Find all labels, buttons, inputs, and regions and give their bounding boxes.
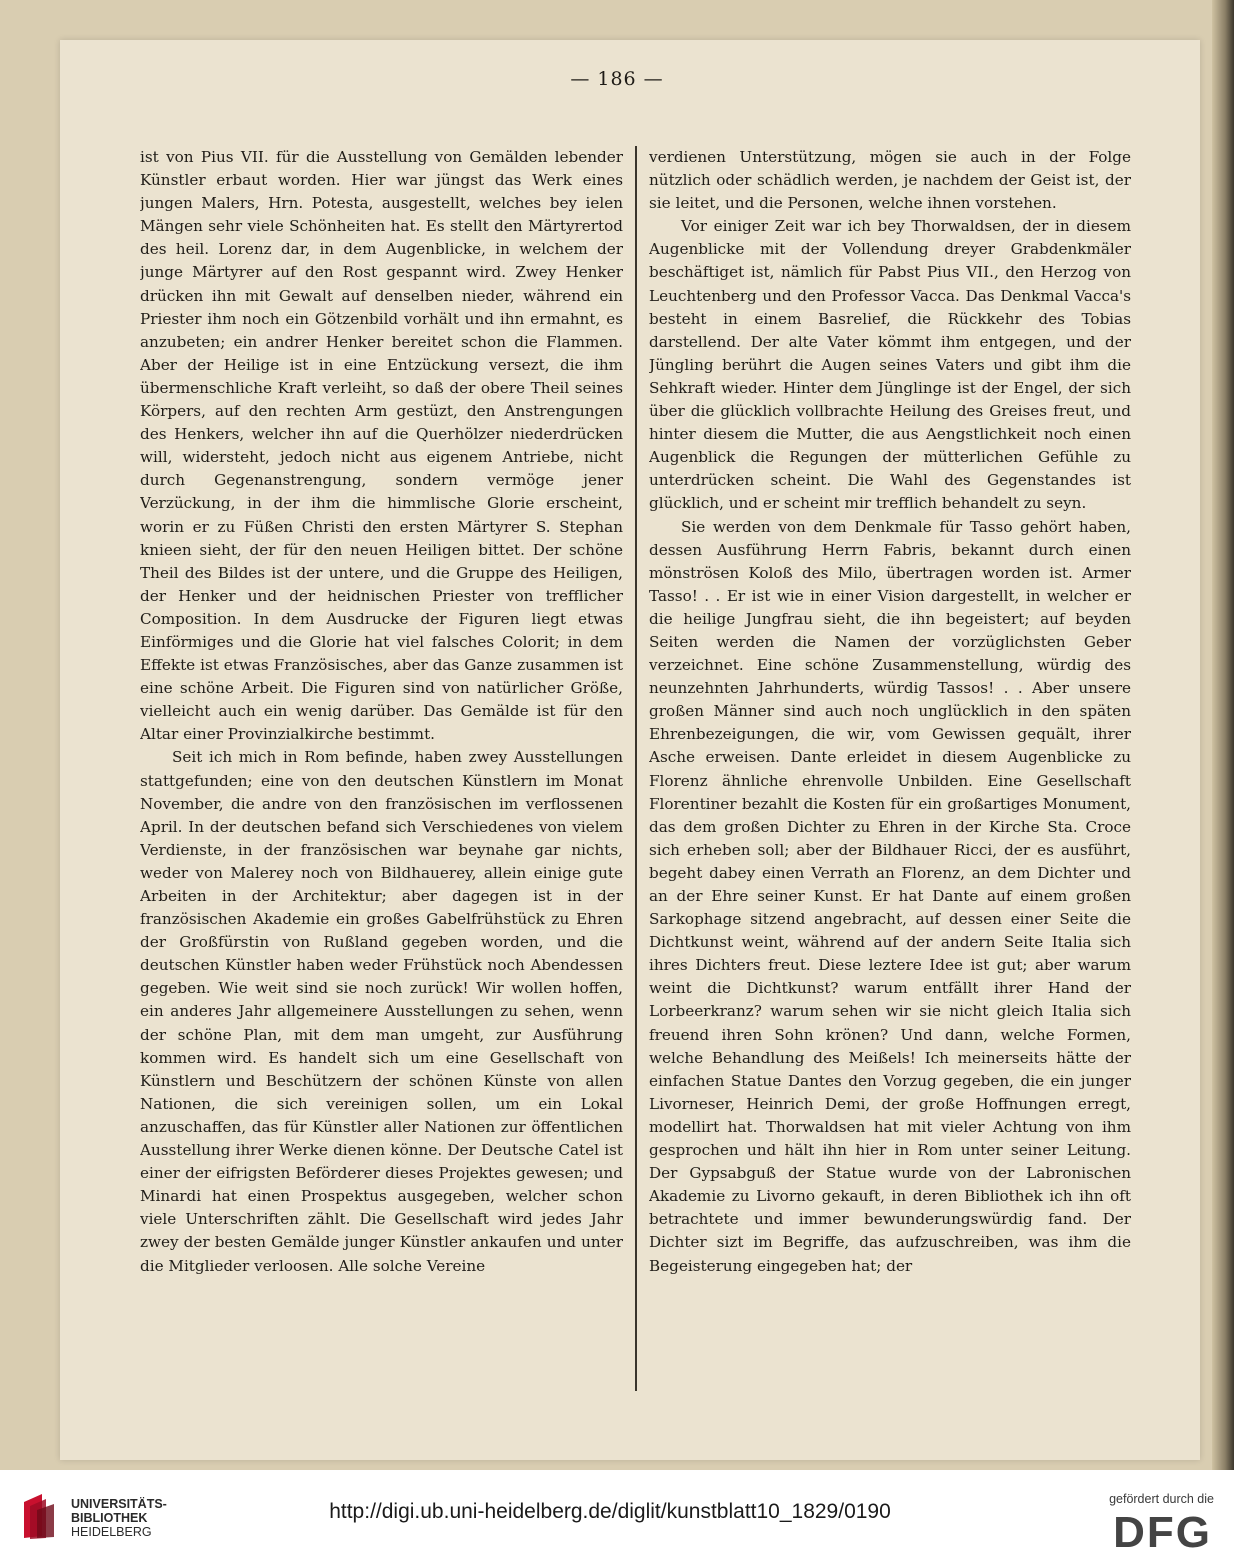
page-number: — 186 — (570, 68, 664, 90)
university-library-logo-icon (20, 1492, 64, 1540)
footer-bar (0, 1470, 1234, 1567)
column-divider (635, 146, 637, 1391)
institution-line-3: HEIDELBERG (71, 1525, 152, 1539)
left-text-column (140, 146, 623, 1396)
right-column-paragraph: Vor einiger Zeit war ich bey Thorwaldsen, der in diesem Augenblicke mit der Vollendung dreyer Grabdenkmäler beschäftiget ist, nämlich für Pabst Pius VII., den Herzog von Leuchtenberg und den Professor Vacca. Das Denkmal Vacca's besteht in einem Basrelief, die Rückkehr des Tobias darstellend. Der alte Vater kömmt ihm entgegen, und der Jüngling berührt die Augen seines Vaters und gibt ihm die Sehkraft wieder. Hinter dem Jünglinge ist der Engel, der sich über die glücklich vollbrachte Heilung des Greises freut, und hinter diesem die Mutter, die aus Aengstlichkeit noch einen Augenblick die Regungen der mütterlichen Gefühle zu unterdrücken scheint. Die Wahl des Gegenstandes ist glücklich, und er scheint mir trefflich behandelt zu seyn. (649, 217, 1131, 513)
right-column-paragraph: verdienen Unterstützung, mögen sie auch in der Folge nützlich oder schädlich werden, je nachdem der Geist ist, der sie leitet, und die Personen, welche ihnen vorstehen. (649, 148, 1131, 213)
institution-line-1: UNIVERSITÄTS- (71, 1497, 167, 1511)
right-column-paragraph: Sie werden von dem Denkmale für Tasso gehört haben, dessen Ausführung Herrn Fabris, bekannt durch einen mönströsen Koloß des Milo, übertragen worden ist. Armer Tasso! . . Er ist wie in einer Vision dargestellt, in welcher er die heilige Jungfrau sieht, die ihn begeistert; auf beyden Seiten werden die Namen der vorzüglichsten Geber verzeichnet. Eine schöne Zusammenstellung, würdig des neunzehnten Jahrhunderts, würdig Tassos! . . Aber unsere großen Männer sind auch noch unglücklich in den späten Ehrenbezeigungen, die wir, vom Gewissen gequält, ihrer Asche erweisen. Dante erleidet in diesem Augenblicke zu Florenz ähnliche ehrenvolle Unbilden. Eine Gesellschaft Florentiner bezahlt die Kosten für ein großartiges Monument, das dem großen Dichter zu Ehren in der Kirche Sta. Croce sich erheben soll; aber der Bildhauer Ricci, der es ausführt, begeht dabey einen Verrath an Florenz, an dem Dichter und an der Ehre seiner Kunst. Er hat Dante auf einem großen Sarkophage sitzend angebracht, auf dessen einer Seite die Dichtkunst weint, während auf der andern Seite Italia sich ihres Dichters freut. Diese leztere Idee ist gut; aber warum weint die Dichtkunst? warum entfällt ihrer Hand der Lorbeerkranz? warum sehen wir sie nicht gleich Italia sich freuend ihren Sohn krönen? Und dann, welche Formen, welche Behandlung des Meißels! Ich meinerseits hätte der einfachen Statue Dantes den Vorzug gegeben, die ein junger Livorneser, Heinrich Demi, der große Hoffnungen erregt, modellirt hat. Thorwaldsen hat mit vieler Achtung von ihm gesprochen und hält ihn hier in Rom unter seiner Leitung. Der Gypsabguß der Statue wurde von der Labronischen Akademie zu Livorno gekauft, in deren Bibliothek ich ihn oft betrachtete und immer bewunderungswürdig fand. Der Dichter sizt im Begriffe, das aufzuschreiben, was ihm die Begeisterung eingegeben hat; der (649, 517, 1131, 1275)
right-text-column (649, 146, 1131, 1396)
institution-line-2: BIBLIOTHEK (71, 1511, 148, 1525)
left-column-paragraph: ist von Pius VII. für die Ausstellung von Gemälden lebender Künstler erbaut worden. Hier war jüngst das Werk eines jungen Malers, Hrn. Potesta, ausgestellt, welches bey ielen Mängen sehr viele Schönheiten hat. Es stellt den Märtyrertod des heil. Lorenz dar, in dem Augenblicke, in welchem der junge Märtyrer auf den Rost gespannt wird. Zwey Henker drücken ihn mit Gewalt auf denselben nieder, während ein Priester ihm noch ein Götzenbild vorhält und ihn ermahnt, es anzubeten; ein andrer Henker bereitet schon die Flammen. Aber der Heilige ist in eine Entzückung versezt, die ihm übermenschliche Kraft verleiht, so daß der obere Theil seines Körpers, auf den rechten Arm gestüzt, den Anstrengungen des Henkers, welcher ihn auf die Querhölzer niederdrücken will, widersteht, jedoch nicht aus eigenem Antriebe, nicht durch Gegenanstrengung, sondern vermöge jener Verzückung, in der ihm die himmlische Glorie erscheint, worin er zu Füßen Christi den ersten Märtyrer S. Stephan knieen sieht, der für den neuen Heiligen bittet. Der schöne Theil des Bildes ist der untere, und die Gruppe des Heiligen, der Henker und der heidnischen Priester von trefflicher Composition. In dem Ausdrucke der Figuren liegt etwas Einförmiges und die Glorie hat viel falsches Colorit; in dem Effekte ist etwas Französisches, aber das Ganze zusammen ist eine schöne Arbeit. Die Figuren sind von natürlicher Größe, vielleicht auch ein wenig darüber. Das Gemälde ist für den Altar einer Provinzialkirche bestimmt. (140, 148, 623, 744)
book-spine-shadow (1212, 0, 1234, 1470)
left-column-paragraph: Seit ich mich in Rom befinde, haben zwey Ausstellungen stattgefunden; eine von den deutschen Künstlern im Monat November, die andre von den französischen im verflossenen April. In der deutschen befand sich Verschiedenes von vielem Verdienste, in der französischen war beynahe gar nichts, weder von Malerey noch von Bildhauerey, allein einige gute Arbeiten in der Architektur; aber dagegen ist in der französischen Akademie ein großes Gabelfrühstück zu Ehren der Großfürstin von Rußland gegeben worden, und die deutschen Künstler haben weder Frühstück noch Abendessen gegeben. Wie weit sind sie noch zurück! Wir wollen hoffen, ein anderes Jahr allgemeinere Ausstellungen zu sehen, wenn der schöne Plan, mit dem man umgeht, zur Ausführung kommen wird. Es handelt sich um eine Gesellschaft von Künstlern und Beschützern der schönen Künste von allen Nationen, die sich vereinigen sollen, um ein Lokal anzuschaffen, das für Künstler aller Nationen zur öffentlichen Ausstellung ihrer Werke dienen könne. Der Deutsche Catel ist einer der eifrigsten Beförderer dieses Projektes gewesen; und Minardi hat einen Prospektus ausgegeben, welcher schon viele Unterschriften zählt. Die Gesellschaft wird jedes Jahr zwey der besten Gemälde junger Künstler ankaufen und unter die Mitglieder verloosen. Alle solche Vereine (140, 748, 623, 1275)
funding-caption: gefördert durch die (1109, 1492, 1214, 1506)
dfg-logo: DFG (1113, 1508, 1212, 1557)
permalink-url[interactable]: http://digi.ub.uni-heidelberg.de/diglit/kunstblatt10_1829/0190 (329, 1500, 891, 1523)
university-library-name (71, 1497, 167, 1539)
